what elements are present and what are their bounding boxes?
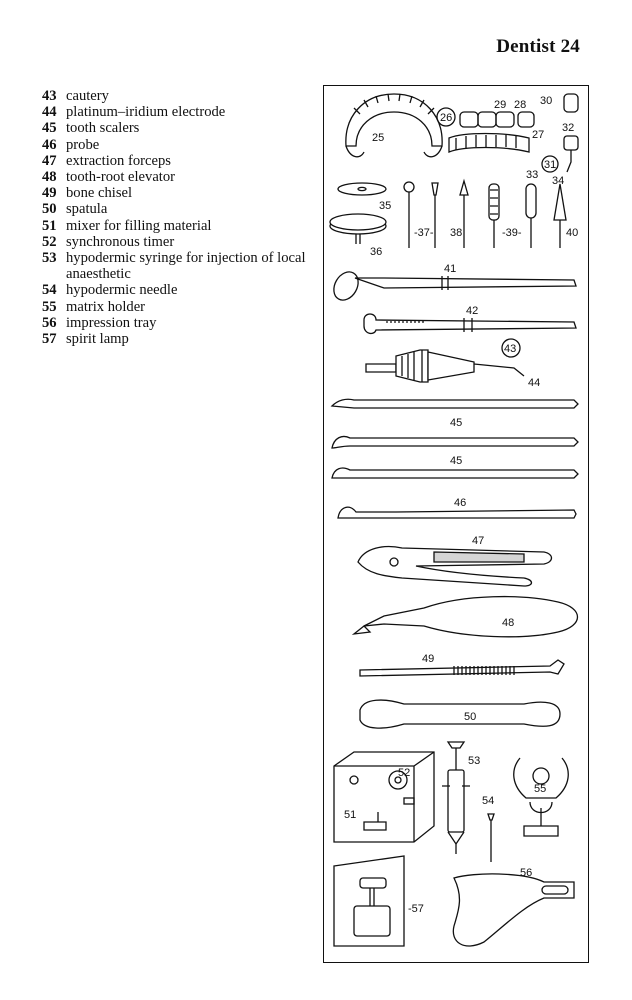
legend-number: 47 (42, 152, 57, 169)
tooth-scaler (332, 399, 578, 408)
label-38: 38 (450, 227, 463, 239)
page-title (496, 36, 580, 58)
upper-jaw-model (346, 94, 442, 157)
legend-number: 46 (42, 136, 57, 153)
label-43: 43 (504, 343, 517, 355)
label-50: 50 (464, 711, 477, 723)
legend-number: 51 (42, 217, 57, 234)
label-48: 48 (502, 617, 515, 629)
tooth-root-elevator (354, 597, 578, 637)
label-49: 49 (422, 653, 435, 665)
label-35: 35 (379, 200, 392, 212)
legend-number: 48 (42, 169, 57, 186)
legend-item (42, 104, 314, 120)
legend-item (42, 250, 314, 282)
legend-number: 49 (42, 185, 57, 202)
extraction-forceps (358, 547, 552, 586)
label-46: 46 (454, 497, 467, 509)
legend-item (42, 201, 314, 217)
section-title: Dentist (496, 36, 556, 57)
legend-item (42, 185, 314, 201)
legend-number: 44 (42, 104, 57, 121)
legend-label: hypodermic syringe for injection of local anaesthetic (66, 250, 306, 283)
legend-list (42, 88, 314, 347)
label-25: 25 (372, 132, 385, 144)
legend-label: impression tray (66, 314, 157, 331)
label-30: 30 (540, 95, 553, 107)
label-28: 28 (514, 99, 527, 111)
legend-number: 57 (42, 331, 57, 348)
legend-item (42, 137, 314, 153)
label-52: 52 (398, 767, 411, 779)
legend-number: 56 (42, 314, 57, 331)
spatula (360, 700, 560, 728)
legend-number: 52 (42, 233, 57, 250)
legend-label: platinum–iridium electrode (66, 104, 226, 121)
label-44: 44 (528, 377, 541, 389)
illustration-plate (323, 85, 589, 963)
label-54: 54 (482, 795, 495, 807)
legend-label: spirit lamp (66, 331, 129, 348)
label-51: 51 (344, 809, 357, 821)
label-45b: 45 (450, 455, 463, 467)
polishing-discs (330, 183, 386, 244)
legend-label: synchronous timer (66, 233, 175, 250)
legend-item (42, 218, 314, 234)
label-34: 34 (552, 175, 565, 187)
tooth-scaler (332, 468, 578, 478)
impression-tray (453, 874, 574, 946)
legend-item (42, 282, 314, 298)
legend-item (42, 88, 314, 104)
label-45a: 45 (450, 417, 463, 429)
legend-item (42, 331, 314, 347)
legend-label: cautery (66, 88, 109, 104)
label-39: -39- (502, 227, 522, 239)
label-40: 40 (566, 227, 579, 239)
crowns-and-bridge (437, 94, 578, 172)
legend-item (42, 315, 314, 331)
label-33: 33 (526, 169, 539, 181)
dental-instruments-figure (324, 86, 589, 963)
hypodermic-syringe (442, 742, 470, 854)
legend-label: tooth-root elevator (66, 169, 176, 186)
label-57: -57 (408, 903, 424, 915)
legend-item (42, 169, 314, 185)
legend-item (42, 120, 314, 136)
label-41: 41 (444, 263, 457, 275)
label-29: 29 (494, 99, 507, 111)
legend-label: extraction forceps (66, 152, 171, 169)
legend-label: bone chisel (66, 185, 133, 202)
label-56: 56 (520, 867, 533, 879)
legend-item (42, 153, 314, 169)
bone-chisel (360, 660, 564, 676)
legend-number: 55 (42, 298, 57, 315)
cautery-handpiece (366, 339, 524, 382)
legend-item (42, 299, 314, 315)
label-42: 42 (466, 305, 479, 317)
spirit-lamp (334, 856, 404, 946)
matrix-holder (514, 758, 569, 836)
label-27: 27 (532, 129, 545, 141)
tooth-scaler (332, 436, 578, 448)
mixer-and-timer (334, 752, 434, 842)
legend-number: 54 (42, 282, 57, 299)
label-53: 53 (468, 755, 481, 767)
page-number: 24 (560, 36, 580, 57)
legend-item (42, 234, 314, 250)
legend-label: matrix holder (66, 298, 146, 315)
label-37: -37- (414, 227, 434, 239)
label-55: 55 (534, 783, 547, 795)
label-32: 32 (562, 122, 575, 134)
label-26: 26 (440, 112, 453, 124)
label-47: 47 (472, 535, 485, 547)
legend-label: probe (66, 136, 100, 153)
legend-number: 53 (42, 250, 57, 267)
legend-number: 50 (42, 201, 57, 218)
legend-label: tooth scalers (66, 120, 140, 137)
legend-label: spatula (66, 201, 108, 218)
label-31: 31 (544, 159, 557, 171)
hypodermic-needle (488, 814, 494, 862)
legend-label: hypodermic needle (66, 282, 178, 299)
legend-number: 43 (42, 88, 57, 104)
legend-label: mixer for filling material (66, 217, 212, 234)
label-36: 36 (370, 246, 383, 258)
legend-number: 45 (42, 120, 57, 137)
